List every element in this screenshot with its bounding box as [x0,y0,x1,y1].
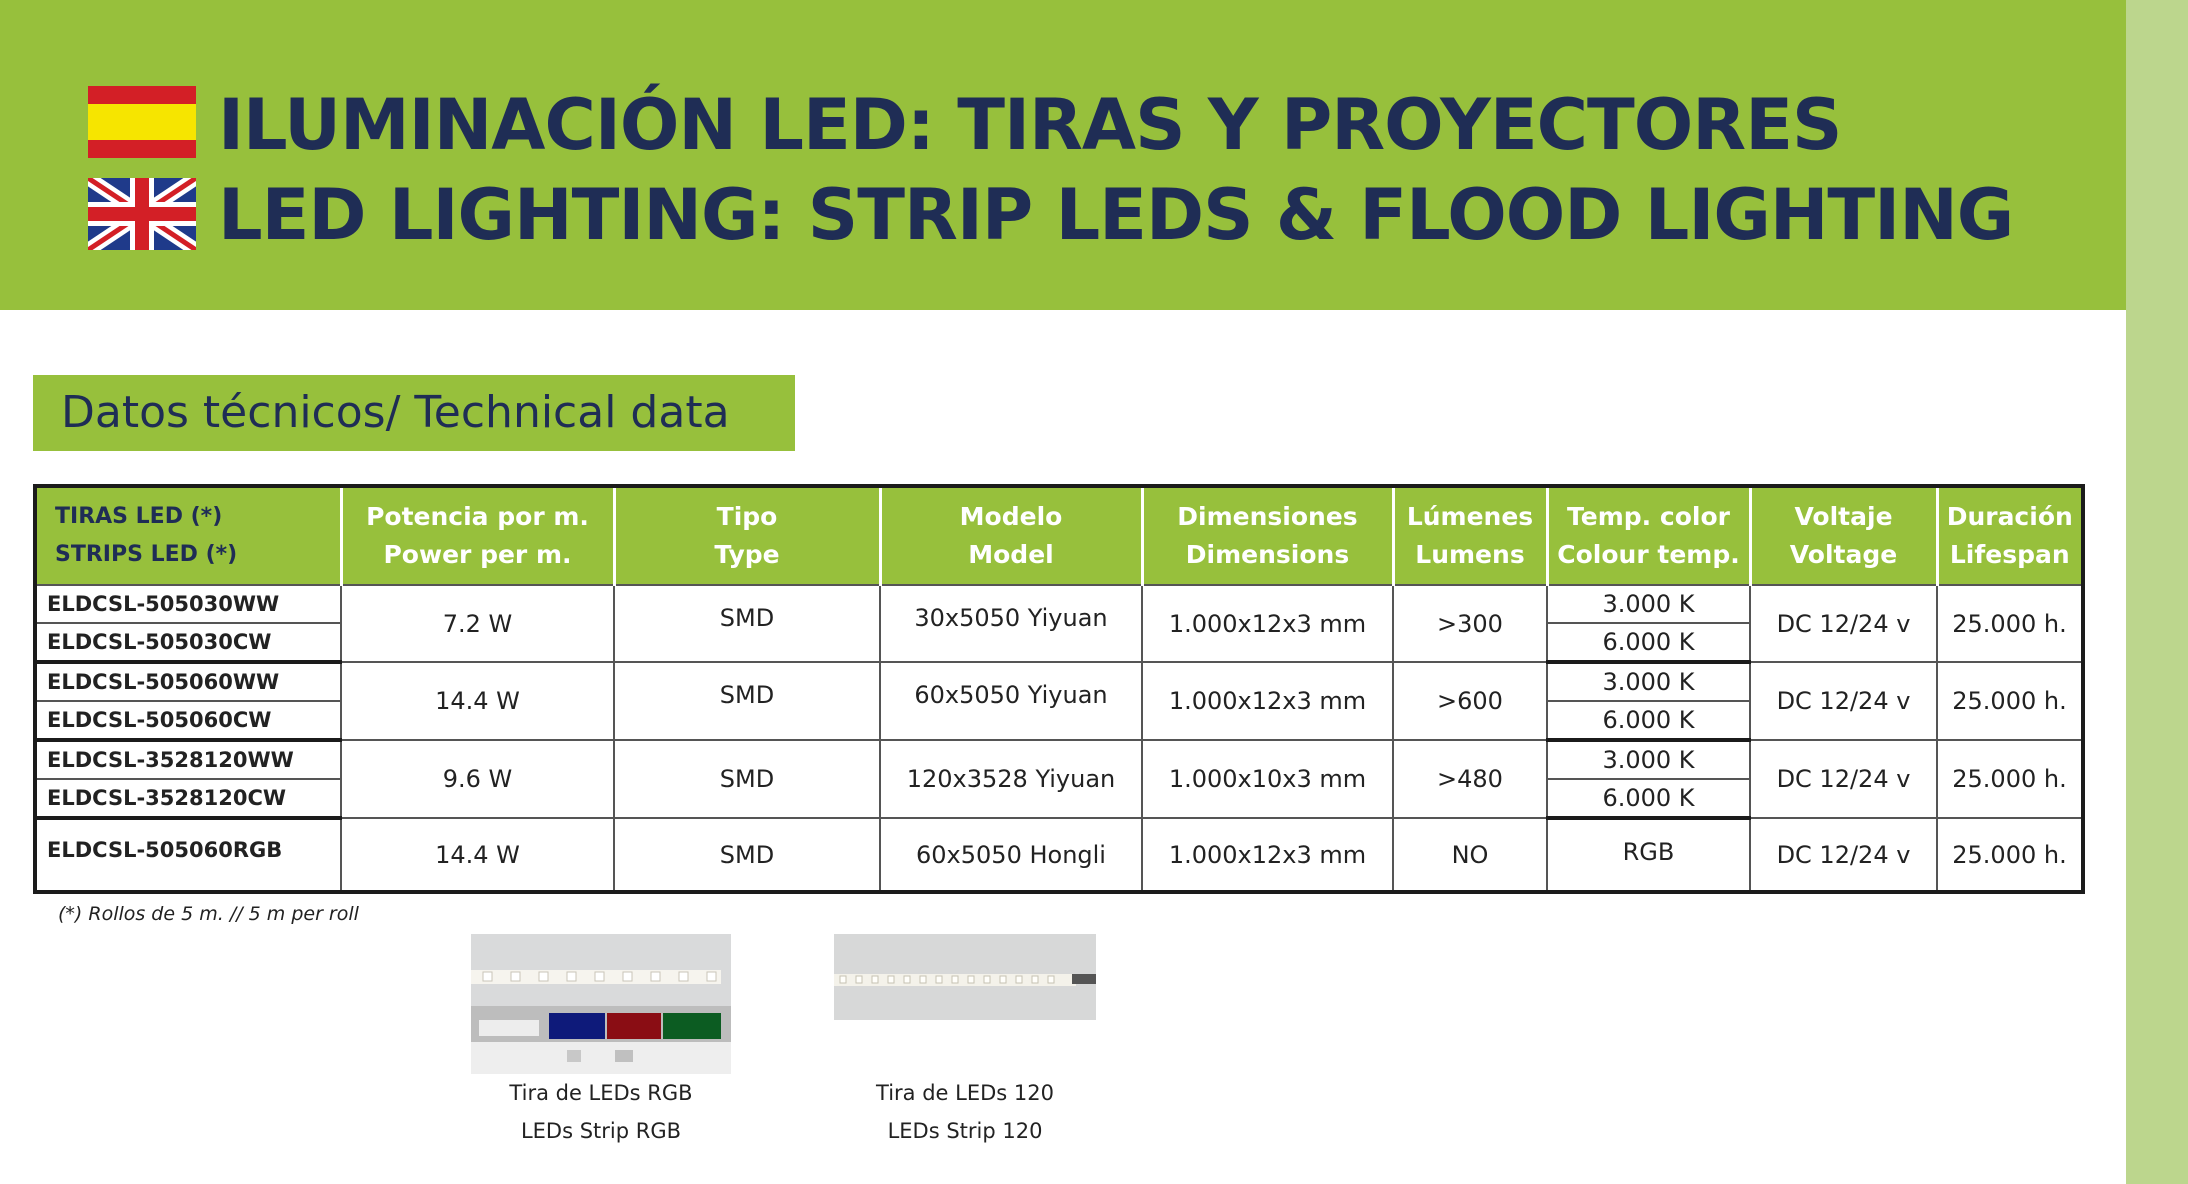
model-code: ELDCSL-505060RGB [35,818,341,892]
power-cell: 7.2 W [341,585,614,662]
model-code: ELDCSL-505030CW [35,623,341,662]
type-cell: SMD [614,740,880,818]
header-strips: TIRAS LED (*) STRIPS LED (*) [35,486,341,585]
colour-temp-cell: 3.000 K [1547,585,1750,623]
type-cell: SMD [614,818,880,892]
led-model-cell: 120x3528 Yiyuan [880,740,1142,818]
power-cell: 14.4 W [341,662,614,740]
caption-rgb-en: LEDs Strip RGB [520,1119,682,1143]
power-cell: 9.6 W [341,740,614,818]
lumens-cell: NO [1393,818,1547,892]
header-banner [0,0,2126,310]
rgb-led-strip-image [471,934,731,1074]
header-power: Potencia por m. Power per m. [341,486,614,585]
model-code: ELDCSL-505030WW [35,585,341,623]
section-title: Datos técnicos/ Technical data [33,375,795,451]
header-dimensions: Dimensiones Dimensions [1142,486,1393,585]
model-code: ELDCSL-3528120WW [35,740,341,779]
colour-temp-cell: 3.000 K [1547,740,1750,779]
led-strip-120-image [834,934,1096,1020]
led-model-cell: 60x5050 Yiyuan [880,662,1142,740]
dimensions-cell: 1.000x12x3 mm [1142,585,1393,662]
model-code: ELDCSL-3528120CW [35,779,341,818]
table-row [35,662,2083,701]
caption-rgb-es: Tira de LEDs RGB [509,1081,693,1105]
lumens-cell: >480 [1393,740,1547,818]
header-colour-temp: Temp. color Colour temp. [1547,486,1750,585]
side-strip [2126,0,2188,1184]
voltage-cell: DC 12/24 v [1750,585,1937,662]
voltage-cell: DC 12/24 v [1750,740,1937,818]
lifespan-cell: 25.000 h. [1937,740,2083,818]
table-header-row [35,486,2083,585]
caption-120-en: LEDs Strip 120 [887,1119,1043,1143]
footnote: (*) Rollos de 5 m. // 5 m per roll [58,903,359,925]
lifespan-cell: 25.000 h. [1937,662,2083,740]
lifespan-cell: 25.000 h. [1937,818,2083,892]
table-row [35,585,2083,623]
model-code: ELDCSL-505060CW [35,701,341,740]
header-lifespan: Duración Lifespan [1937,486,2083,585]
table-row [35,818,2083,892]
model-code: ELDCSL-505060WW [35,662,341,701]
colour-temp-cell: 3.000 K [1547,662,1750,701]
title-spanish: ILUMINACIÓN LED: TIRAS Y PROYECTORES [218,84,1842,166]
header-lumens: Lúmenes Lumens [1393,486,1547,585]
header-model: Modelo Model [880,486,1142,585]
uk-flag-icon [88,178,196,250]
colour-temp-cell: 6.000 K [1547,623,1750,662]
lumens-cell: >600 [1393,662,1547,740]
title-english: LED LIGHTING: STRIP LEDS & FLOOD LIGHTING [218,174,2014,256]
technical-data-table [33,484,2085,894]
lumens-cell: >300 [1393,585,1547,662]
dimensions-cell: 1.000x10x3 mm [1142,740,1393,818]
caption-120-es: Tira de LEDs 120 [876,1081,1054,1105]
dimensions-cell: 1.000x12x3 mm [1142,818,1393,892]
colour-temp-cell: 6.000 K [1547,701,1750,740]
voltage-cell: DC 12/24 v [1750,818,1937,892]
power-cell: 14.4 W [341,818,614,892]
voltage-cell: DC 12/24 v [1750,662,1937,740]
led-model-cell: 60x5050 Hongli [880,818,1142,892]
header-type: Tipo Type [614,486,880,585]
type-cell: SMD [614,585,880,662]
header-voltage: Voltaje Voltage [1750,486,1937,585]
lifespan-cell: 25.000 h. [1937,585,2083,662]
spain-flag-icon [88,86,196,158]
type-cell: SMD [614,662,880,740]
table-row [35,740,2083,779]
led-model-cell: 30x5050 Yiyuan [880,585,1142,662]
colour-temp-cell: 6.000 K [1547,779,1750,818]
dimensions-cell: 1.000x12x3 mm [1142,662,1393,740]
colour-temp-cell: RGB [1547,818,1750,892]
